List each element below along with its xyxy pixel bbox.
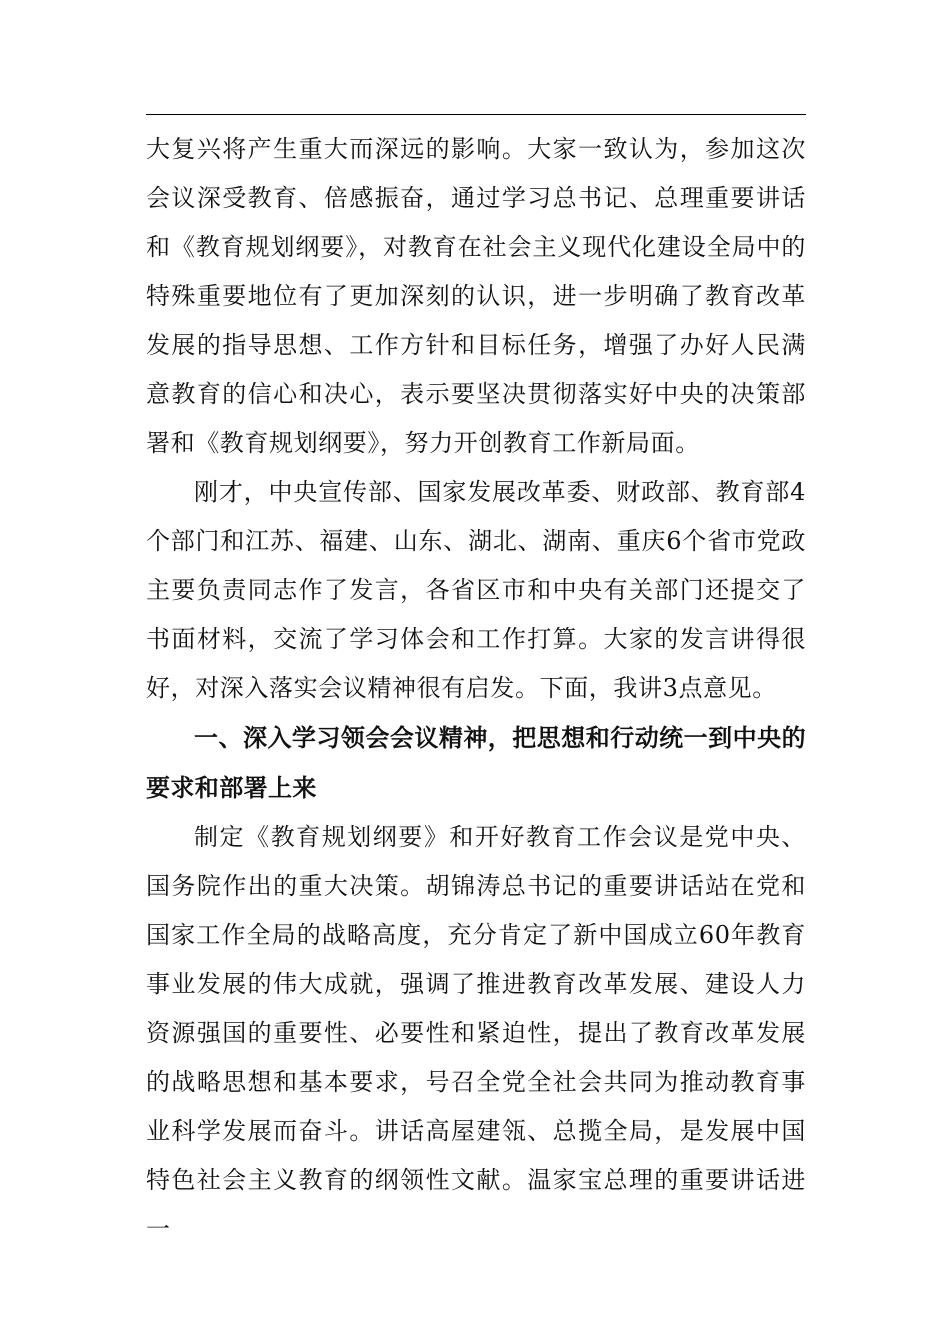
section-heading-1: 一、深入学习领会会议精神，把思想和行动统一到中央的要求和部署上来 <box>146 724 806 802</box>
header-rule <box>146 114 806 115</box>
paragraph-section-1-body: 制定《教育规划纲要》和开好教育工作会议是党中央、国务院作出的重大决策。胡锦涛总书记的重要讲话站在党和国家工作全局的战略高度，充分肯定了新中国成立60年教育事业发展的伟大成就，强调了推进教育改革发展、建设人力资源强国的重要性、必要性和紧迫性，提出了教育改革发展的战略思想和基本要求，号召全党全社会共同为推动教育事业科学发展而奋斗。讲话高屋建瓴、总揽全局，是发展中国特色社会主义教育的纲领性文献。温家宝总理的重要讲话进一 <box>146 823 806 1243</box>
document-body <box>146 125 806 1254</box>
paragraph-speeches-summary: 刚才，中央宣传部、国家发展改革委、财政部、教育部4个部门和江苏、福建、山东、湖北、湖南、重庆6个省市党政主要负责同志作了发言，各省区市和中央有关部门还提交了书面材料，交流了学习体会和工作打算。大家的发言讲得很好，对深入落实会议精神很有启发。下面，我讲3点意见。 <box>146 478 806 702</box>
paragraph-continuation: 大复兴将产生重大而深远的影响。大家一致认为，参加这次会议深受教育、倍感振奋，通过学习总书记、总理重要讲话和《教育规划纲要》，对教育在社会主义现代化建设全局中的特殊重要地位有了更加深刻的认识，进一步明确了教育改革发展的指导思想、工作方针和目标任务，增强了办好人民满意教育的信心和决心，表示要坚决贯彻落实好中央的决策部署和《教育规划纲要》，努力开创教育工作新局面。 <box>146 135 806 457</box>
